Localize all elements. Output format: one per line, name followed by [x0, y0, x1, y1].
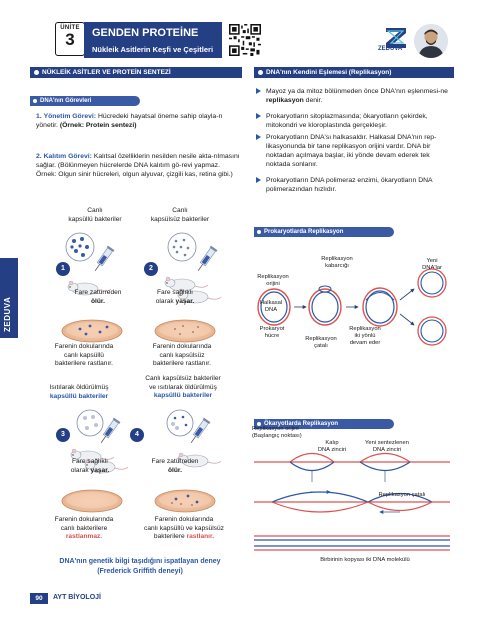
label-template-strand: Kalıp DNA zinciri — [317, 440, 347, 453]
duty-paragraph-1 — [36, 112, 242, 130]
step-number-4: 4 — [130, 428, 144, 442]
section-title-nucleic-acids: NÜKLEİK ASİTLER VE PROTEİN SENTEZİ — [30, 67, 242, 78]
brand-name: ZEDUVA — [378, 46, 403, 52]
heat-killed-text: Isıtılarak öldürülmüş — [49, 384, 109, 391]
label-prokaryote-cell: Prokaryot hücre — [259, 326, 285, 339]
step-number-2: 2 — [144, 262, 158, 276]
result-3-mid: olarak — [70, 466, 89, 474]
heat-killed-blue: kapsüllü bakteriler — [49, 392, 109, 400]
side-brand-text: ZEDUVA — [3, 296, 12, 332]
tissue-result-1: Farenin dokularında canlı kapsüllü bakterilere rastlanır. — [54, 343, 114, 367]
step-number-3: 3 — [56, 428, 70, 442]
result-4 — [130, 458, 220, 475]
label-live-capsulated: Canlı kapsüllü bakteriler — [68, 207, 122, 223]
label-new-dna: Yeni DNA'lar — [422, 258, 442, 271]
bullet-3-text: Prokaryotların DNA'sı halkasaldır. Halkasal DNA'nın rep-likasyonunda bir tane replikasyon orijini vardır. DNA bir noktadan açılmaya başlar, iki yönde devam ederek tek noktada sonlanır. — [266, 134, 437, 168]
bullet-1-bold: replikasyon — [266, 97, 304, 104]
duty-1-term: Yönetim Görevi: — [43, 113, 97, 120]
subsection-dna-duties: DNA'nın Görevleri — [30, 96, 140, 106]
tissue-4-red: rastlanır. — [186, 533, 215, 540]
page-number: 90 — [30, 593, 48, 604]
duty-paragraph-2 — [36, 152, 242, 179]
subsection-prokaryote-replication: Prokaryotlarda Replikasyon — [254, 227, 394, 237]
result-2-text: Fare sağlıklı — [157, 289, 193, 296]
bullet-3 — [256, 133, 452, 169]
result-1-bold: ölür. — [91, 297, 105, 305]
result-4-text: Fare zatürreden — [151, 458, 199, 465]
bullet-4 — [256, 176, 452, 194]
label-euk-fork: Replikasyon çatalı — [378, 492, 426, 498]
duty-2-text: Kalıtsal özelliklerin nesilden nesile akta-rılmasını sağlar. (Bölünmeyen hücrelerde DNA kalıtım gö-revi yapmaz. Örnek: Olgun sinir hücreleri, olgun alyuvar, çizgili kas, retina gibi.) — [36, 153, 240, 178]
tissue-result-3 — [34, 516, 134, 542]
bullet-1-pre: Mayoz ya da mitoz bölünmeden önce DNA'nın eşlenmesi-ne — [266, 88, 448, 95]
duty-2-term: Kalıtım Görevi: — [43, 153, 92, 160]
tissue-3-text: Farenin dokularında canlı bakterilere — [54, 516, 114, 532]
bullet-2-text: Prokaryotların sitoplazmasında; ökaryotların çekirdek, mitokondri ve kloroplastında gerçekleşir. — [266, 113, 428, 129]
label-replication-origin: Replikasyon orijini — [257, 274, 289, 287]
result-2-mid: olarak — [155, 297, 174, 305]
bullet-4-text: Prokaryotların DNA polimeraz enzimi, ökaryotların DNA polimerazından hızlıdır. — [266, 177, 433, 193]
bullet-arrow-icon — [256, 88, 261, 94]
unit-number: 3 — [65, 30, 75, 49]
duty-2-number: 2. — [36, 153, 42, 160]
bullet-arrow-icon — [256, 113, 261, 119]
experiment-caption: DNA'nın genetik bilgi taşıdığını ispatlayan deney (Frederick Griffith deneyi) — [59, 558, 221, 575]
eukaryote-replication-diagram — [250, 440, 460, 560]
unit-label: ÜNİTE — [60, 25, 80, 31]
tissue-3-red: rastlanmaz. — [65, 533, 103, 540]
label-two-copies: Birbirinin kopyası iki DNA molekülü — [320, 557, 410, 563]
result-3-bold: yaşar. — [90, 466, 110, 474]
tissue-result-2: Farenin dokularında canlı kapsülsüz bakterilere rastlanır. — [152, 343, 212, 367]
label-live-uncapsulated: Canlı kapsülsüz bakteriler — [150, 207, 210, 223]
duty-1-example: (Örnek: Protein sentezi) — [59, 122, 137, 129]
unit-badge — [55, 22, 85, 56]
result-4-bold: ölür. — [168, 466, 182, 474]
page-subtitle: Nükleik Asitlerin Keşfi ve Çeşitleri — [92, 45, 214, 54]
label-bidirectional: Replikasyon iki yönlü devam eder — [349, 326, 381, 346]
result-2-bold: yaşar. — [175, 297, 195, 305]
section-title-replication: DNA'nın Kendini Eşlemesi (Replikasyon) — [254, 67, 454, 78]
subsection-eukaryote-replication: Ökaryotlarda Replikasyon — [254, 419, 394, 429]
bullet-arrow-icon — [256, 177, 261, 183]
bullet-1-post: denir. — [305, 97, 323, 104]
mixed-blue: kapsüllü bakteriler — [153, 392, 213, 399]
label-euk-origin: Replikasyon orijini (Başlangıç noktası) — [252, 426, 302, 439]
duty-1-text: Hücredeki hayatsal öneme sahip olayla-rı yönetir. — [36, 113, 223, 129]
step-number-1: 1 — [56, 262, 70, 276]
label-replication-bubble: Replikasyon kabarcığı — [321, 256, 353, 269]
page-title: GENDEN PROTEİNE — [92, 27, 199, 39]
label-circular-dna: Halkasal DNA — [259, 300, 283, 313]
author-avatar — [414, 24, 448, 58]
result-3 — [50, 458, 130, 475]
footer-subject: AYT BİYOLOJİ — [53, 594, 101, 601]
label-replication-fork: Replikasyon çatalı — [305, 336, 337, 349]
tissue-4-text: Farenin dokularında canlı kapsüllü ve kapsülsüz bakterilere — [144, 516, 224, 540]
label-heat-killed — [24, 384, 134, 401]
qr-code-icon[interactable] — [229, 24, 261, 56]
duty-1-number: 1. — [36, 113, 42, 120]
result-3-text: Fare sağlıklı — [72, 458, 108, 465]
tissue-result-4 — [128, 516, 240, 542]
result-1-text: Fare zatürreden — [74, 289, 122, 296]
bullet-arrow-icon — [256, 134, 261, 140]
bullet-2 — [256, 112, 452, 130]
bullet-1 — [256, 87, 452, 105]
mixed-text: Canlı kapsülsüz bakteriler ve ısıtılarak öldürülmüş — [145, 375, 221, 391]
result-2 — [130, 289, 220, 306]
side-brand-tab — [0, 258, 18, 338]
label-mixed-bacteria — [128, 375, 238, 401]
label-new-strand: Yeni sentezlenen DNA zinciri — [365, 440, 409, 453]
